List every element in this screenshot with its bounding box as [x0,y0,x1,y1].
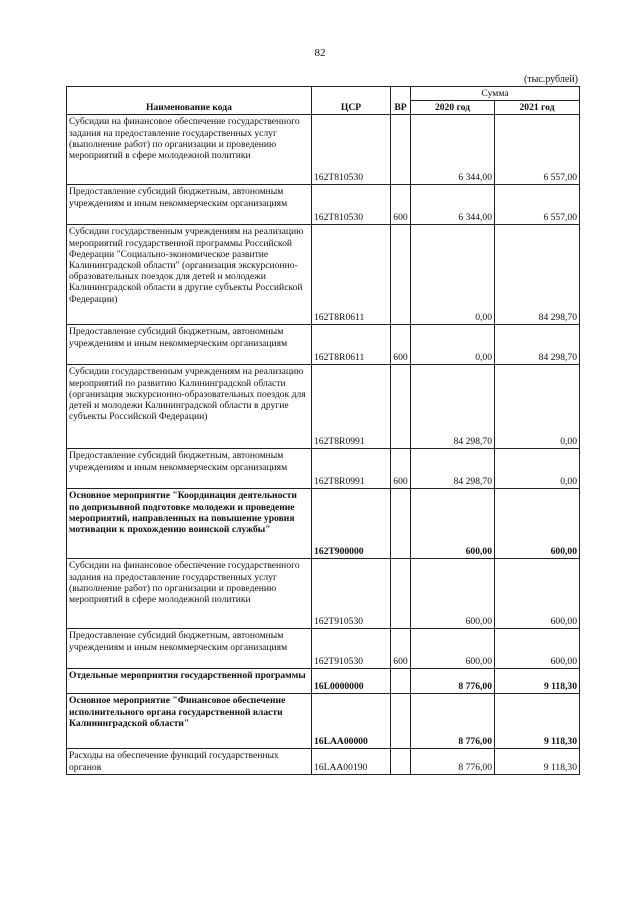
table-row [67,629,580,669]
row-2021-cell: 9 118,30 [495,669,580,694]
header-row-top [67,87,580,101]
row-csr-cell: 162T900000 [312,489,391,559]
row-csr-cell: 162T8R0991 [312,365,391,449]
row-name-cell: Предоставление субсидий бюджетным, автономным учреждениям и иным некоммерческим организациям [67,629,312,669]
table-row [67,225,580,325]
row-name-cell: Предоставление субсидий бюджетным, автономным учреждениям и иным некоммерческим организациям [67,449,312,489]
row-vr-cell [391,115,411,185]
row-2020-cell: 6 344,00 [411,115,495,185]
row-vr-cell [391,489,411,559]
table-row [67,115,580,185]
row-2020-cell: 600,00 [411,489,495,559]
row-2021-cell: 6 557,00 [495,115,580,185]
table-row [67,489,580,559]
row-name-cell: Субсидии на финансовое обеспечение государственного задания на предоставление государственных услуг (выполнение работ) по организации и проведению мероприятий в сфере молодежной политики [67,559,312,629]
units-label: (тыс.рублей) [523,74,578,85]
row-2020-cell: 0,00 [411,225,495,325]
row-name-cell: Предоставление субсидий бюджетным, автономным учреждениям и иным некоммерческим организациям [67,325,312,365]
row-csr-cell: 16LAA00190 [312,749,391,775]
row-vr-cell [391,365,411,449]
page-number: 82 [314,47,326,59]
row-vr-cell [391,669,411,694]
row-vr-cell [391,559,411,629]
row-2020-cell: 600,00 [411,559,495,629]
row-csr-cell: 162T8R0611 [312,225,391,325]
table-row [67,365,580,449]
row-vr-cell [391,694,411,749]
row-vr-cell: 600 [391,449,411,489]
row-2021-cell: 84 298,70 [495,225,580,325]
row-name-cell: Субсидии государственным учреждениям на реализацию мероприятий государственной программы Российской Федерации "Социально-экономическое развитие Калининградской области" (организация экскурсионно-образовательных поездок для детей и молодежи Калининградской области в другие субъекты Российской Федерации) [67,225,312,325]
row-2021-cell: 9 118,30 [495,694,580,749]
table-row [67,185,580,225]
table-row [67,559,580,629]
row-2021-cell: 600,00 [495,489,580,559]
row-2020-cell: 6 344,00 [411,185,495,225]
table-row [67,449,580,489]
row-vr-cell [391,749,411,775]
row-vr-cell [391,225,411,325]
header-name: Наименование кода [67,87,312,115]
table-row [67,325,580,365]
header-sum: Сумма [411,87,580,101]
row-csr-cell: 16L0000000 [312,669,391,694]
row-csr-cell: 162T8R0991 [312,449,391,489]
header-vr: ВР [391,87,411,115]
row-2021-cell: 0,00 [495,365,580,449]
row-name-cell: Основное мероприятие "Координация деятельности по допризывной подготовке молодежи и проведение мероприятий, направленных на повышение уровня мотивации к прохождению воинской службы" [67,489,312,559]
table-body [67,115,580,775]
row-name-cell: Предоставление субсидий бюджетным, автономным учреждениям и иным некоммерческим организациям [67,185,312,225]
table-row [67,749,580,775]
row-2020-cell: 600,00 [411,629,495,669]
row-2020-cell: 8 776,00 [411,749,495,775]
header-csr: ЦСР [312,87,391,115]
row-2020-cell: 84 298,70 [411,449,495,489]
row-vr-cell: 600 [391,629,411,669]
row-vr-cell: 600 [391,325,411,365]
row-2021-cell: 9 118,30 [495,749,580,775]
row-name-cell: Отдельные мероприятия государственной программы [67,669,312,694]
row-csr-cell: 162T910530 [312,559,391,629]
row-2021-cell: 6 557,00 [495,185,580,225]
row-csr-cell: 16LAA00000 [312,694,391,749]
row-csr-cell: 162T810530 [312,185,391,225]
row-2020-cell: 0,00 [411,325,495,365]
row-vr-cell: 600 [391,185,411,225]
row-name-cell: Субсидии государственным учреждениям на реализацию мероприятий по развитию Калининградской области (организация экскурсионно-образовательных поездок для детей и молодежи Калининградской области в другие субъекты Российской Федерации) [67,365,312,449]
row-csr-cell: 162T910530 [312,629,391,669]
header-2021: 2021 год [495,101,580,115]
row-2021-cell: 600,00 [495,629,580,669]
table-header [67,87,580,115]
row-2020-cell: 8 776,00 [411,694,495,749]
table-row [67,669,580,694]
row-2020-cell: 8 776,00 [411,669,495,694]
row-csr-cell: 162T8R0611 [312,325,391,365]
row-2021-cell: 84 298,70 [495,325,580,365]
header-2020: 2020 год [411,101,495,115]
row-2020-cell: 84 298,70 [411,365,495,449]
budget-table [66,86,580,775]
row-2021-cell: 600,00 [495,559,580,629]
row-2021-cell: 0,00 [495,449,580,489]
row-name-cell: Основное мероприятие "Финансовое обеспечение исполнительного органа государственной власти Калининградской области" [67,694,312,749]
row-csr-cell: 162T810530 [312,115,391,185]
table-row [67,694,580,749]
row-name-cell: Субсидии на финансовое обеспечение государственного задания на предоставление государственных услуг (выполнение работ) по организации и проведению мероприятий в сфере молодежной политики [67,115,312,185]
row-name-cell: Расходы на обеспечение функций государственных органов [67,749,312,775]
